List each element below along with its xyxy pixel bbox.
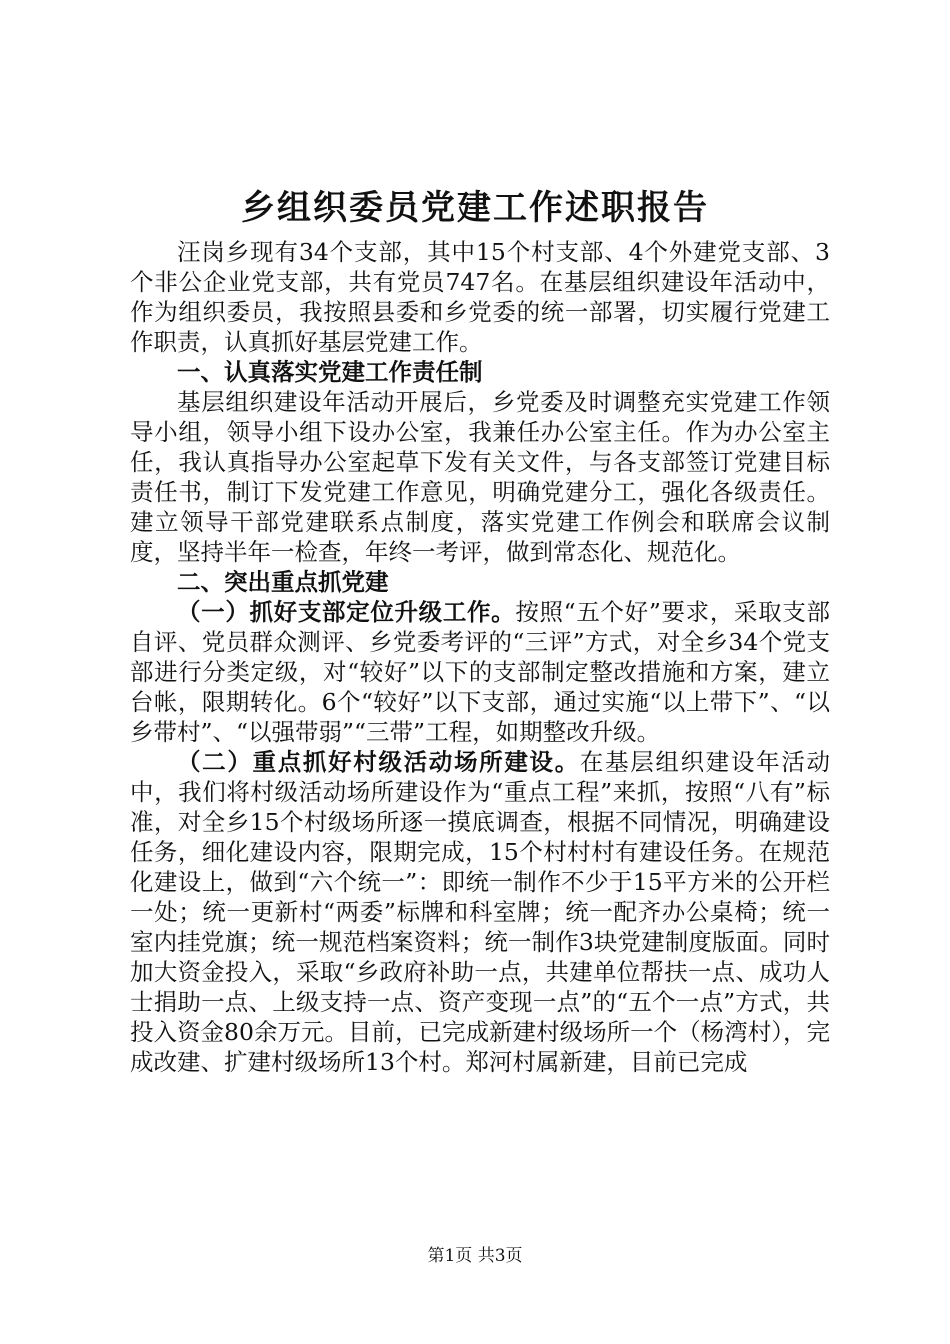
subsection-2-body: 在基层组织建设年活动中，我们将村级活动场所建设作为“重点工程”来抓，按照“八有”标准，对全乡15个村级场所逐一摸底调查，根据不同情况，明确建设任务，细化建设内容，限期完成，15个村村村有建设任务。在规范化建设上，做到“六个统一”：即统一制作不少于15平方米的公开栏一处；统一更新村“两委”标牌和科室牌；统一配齐办公桌椅；统一室内挂党旗；统一规范档案资料；统一制作3块党建制度版面。同时加大资金投入，采取“乡政府补助一点，共建单位帮扶一点、成功人士捐助一点、上级支持一点、资产变现一点”的“五个一点”方式，共投入资金80余万元。目前，已完成新建村级场所一个（杨湾村），完成改建、扩建村级场所13个村。郑河村属新建，目前已完成 — [130, 748, 831, 1076]
document-title: 乡组织委员党建工作述职报告 — [241, 188, 709, 228]
section-2-heading: 二、突出重点抓党建 — [177, 568, 389, 596]
subsection-2-lead: （二）重点抓好村级活动场所建设。 — [177, 748, 580, 776]
subsection-1-paragraph — [130, 597, 830, 747]
subsection-1-lead: （一）抓好支部定位升级工作。 — [177, 598, 516, 626]
intro-paragraph: 汪岗乡现有34个支部，其中15个村支部、4个外建党支部、3个非公企业党支部，共有党员747名。在基层组织建设年活动中，作为组织委员，我按照县委和乡党委的统一部署，切实履行党建工作职责，认真抓好基层党建工作。 — [130, 238, 830, 356]
document-body — [130, 237, 830, 1077]
section-1-paragraph: 基层组织建设年活动开展后，乡党委及时调整充实党建工作领导小组，领导小组下设办公室，我兼任办公室主任。作为办公室主任，我认真指导办公室起草下发有关文件，与各支部签订党建目标责任书，制订下发党建工作意见，明确党建分工，强化各级责任。建立领导干部党建联系点制度，落实党建工作例会和联席会议制度，坚持半年一检查，年终一考评，做到常态化、规范化。 — [130, 388, 830, 566]
subsection-2-paragraph — [130, 747, 830, 1077]
subsection-1-body: 按照“五个好”要求，采取支部自评、党员群众测评、乡党委考评的“三评”方式，对全乡34个党支部进行分类定级，对“较好”以下的支部制定整改措施和方案，建立台帐，限期转化。6个“较好”以下支部，通过实施“以上带下”、“以乡带村”、“以强带弱”“三带”工程，如期整改升级。 — [130, 598, 831, 746]
page-footer: 第1页 共3页 — [427, 1246, 523, 1266]
section-1-heading: 一、认真落实党建工作责任制 — [177, 358, 483, 386]
